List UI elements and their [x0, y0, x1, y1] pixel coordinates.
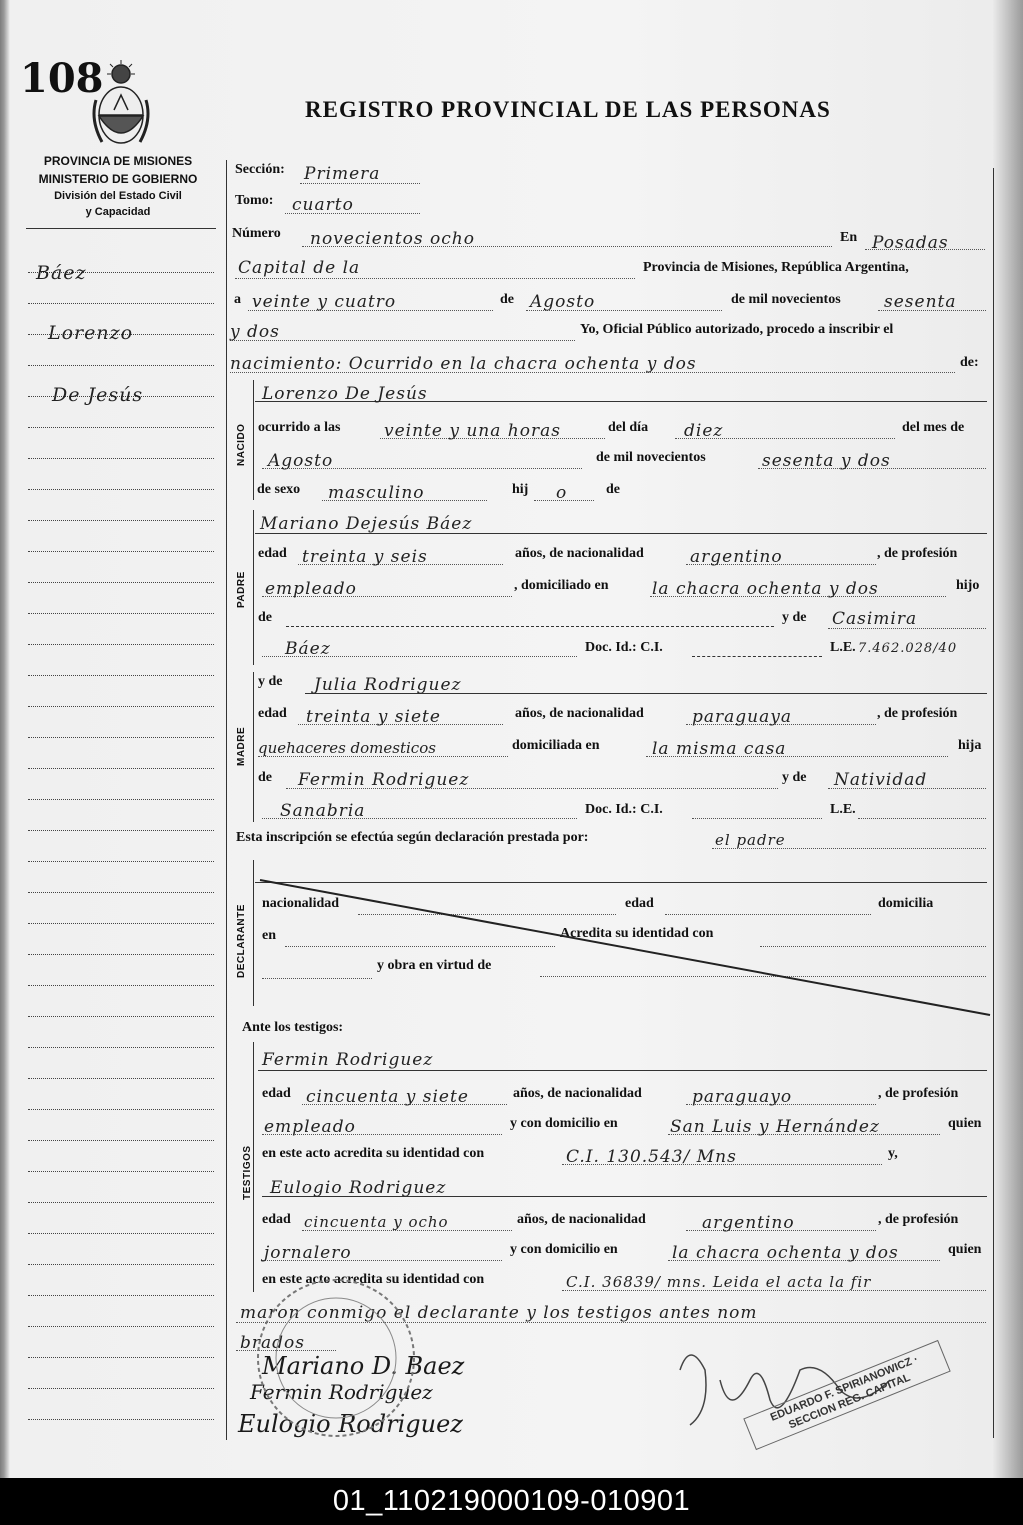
ocurrido-label: ocurrido a las	[258, 420, 341, 435]
padre-domiciliado-label: , domiciliado en	[514, 578, 609, 593]
numero-label: Número	[232, 226, 281, 241]
margin-rule-line	[28, 861, 214, 862]
margin-rule-line	[28, 768, 214, 769]
padre-profesion-label: , de profesión	[877, 546, 958, 561]
testigo1-domicilio-value: San Luis y Hernández	[670, 1117, 880, 1137]
testigo1-edad-value: cincuenta y siete	[306, 1087, 469, 1107]
signature-padre: Mariano D. Baez	[262, 1352, 465, 1380]
hij-value: o	[556, 483, 568, 503]
decl-edad-label: edad	[625, 896, 654, 911]
testigo2-edad-value: cincuenta y ocho	[304, 1213, 449, 1231]
signature-testigo2: Eulogio Rodriguez	[238, 1410, 463, 1438]
decl-nacionalidad-label: nacionalidad	[262, 896, 340, 911]
del-mes-label: del mes de	[902, 420, 965, 435]
en-label: En	[840, 230, 858, 245]
madre-domiciliada-label: domiciliada en	[512, 738, 600, 753]
signature-testigo1: Fermin Rodriguez	[250, 1380, 433, 1404]
testigo1-nacionalidad-label: años, de nacionalidad	[513, 1086, 642, 1101]
madre-domicilio-value: la misma casa	[652, 739, 787, 759]
margin-rule-line	[28, 1202, 214, 1203]
margin-rule-line	[28, 520, 214, 521]
margin-rule-line	[28, 923, 214, 924]
mil2-label: de mil novecientos	[596, 450, 706, 465]
margin-rule-line	[28, 644, 214, 645]
inscripcion-label: Esta inscripción se efectúa según declaración prestada por:	[236, 830, 589, 845]
mes-inscripcion-value: Agosto	[530, 292, 596, 312]
cierre-linea2-value: brados	[240, 1333, 305, 1353]
testigo2-nacionalidad-value: argentino	[702, 1213, 795, 1233]
margin-rule-line	[28, 1326, 214, 1327]
de2-label: de	[606, 482, 620, 497]
madre-le-label: L.E.	[830, 802, 856, 817]
declarante-cancel-line	[255, 875, 995, 1025]
margin-surname: Báez	[36, 262, 87, 284]
margin-rule-line	[28, 1295, 214, 1296]
numero-value: novecientos ocho	[310, 229, 475, 249]
madre-nacionalidad-value: paraguaya	[692, 707, 792, 727]
de-colon-label: de:	[960, 355, 979, 370]
padre-profesion-value: empleado	[265, 579, 357, 599]
madre-abuelo-value: Fermin Rodriguez	[298, 770, 470, 790]
sexo-value: masculino	[328, 483, 425, 503]
mil-label: de mil novecientos	[731, 292, 841, 307]
madre-de-label: de	[258, 770, 272, 785]
padre-edad-value: treinta y seis	[302, 547, 428, 567]
padre-edad-label: edad	[258, 546, 287, 561]
margin-rule-line	[28, 1357, 214, 1358]
testigo2-ci-value: C.I. 36839/ mns. Leida el acta la fir	[566, 1273, 872, 1291]
decl-domicilia-label: domicilia	[878, 896, 934, 911]
margin-second-name: De Jesús	[52, 384, 144, 406]
a-label: a	[234, 292, 241, 307]
madre-edad-value: treinta y siete	[306, 707, 441, 727]
madre-docid-label: Doc. Id.: C.I.	[585, 802, 663, 817]
madre-profesion-label: , de profesión	[877, 706, 958, 721]
padre-nombre-value: Mariano Dejesús Báez	[260, 514, 473, 534]
padre-nacionalidad-value: argentino	[690, 547, 783, 567]
sexo-label: de sexo	[257, 482, 301, 497]
madre-nacionalidad-label: años, de nacionalidad	[515, 706, 644, 721]
margin-rule-line	[28, 954, 214, 955]
hijo-label: hijo	[956, 578, 980, 593]
margin-rule-line	[28, 1264, 214, 1265]
testigo2-nombre-value: Eulogio Rodriguez	[270, 1178, 447, 1198]
margin-rule-line	[28, 985, 214, 986]
province-block	[18, 152, 218, 220]
margin-rule-line	[28, 551, 214, 552]
madre-nombre-value: Julia Rodriguez	[314, 675, 462, 695]
madre-section-tag: MADRE	[236, 726, 247, 766]
madre-y-de-label: y de	[258, 674, 283, 689]
document-number: 108	[20, 55, 104, 102]
padre-le-label: L.E.	[830, 640, 856, 655]
ministry-line: MINISTERIO DE GOBIERNO	[38, 172, 198, 186]
margin-rule-line	[28, 489, 214, 490]
madre-y-de2-label: y de	[782, 770, 807, 785]
margin-rule-line	[28, 1109, 214, 1110]
round-seal-stamp	[236, 1268, 436, 1438]
padre-y-de-label: y de	[782, 610, 807, 625]
testigos-section-tag: TESTIGOS	[242, 1145, 253, 1200]
decl-en-label: en	[262, 928, 276, 943]
testigo2-quien-label: quien	[948, 1242, 982, 1257]
declarante-value: el padre	[715, 831, 786, 849]
nacido-nombre-value: Lorenzo De Jesús	[262, 384, 428, 404]
testigo1-profesion-value: empleado	[264, 1117, 356, 1137]
province-line: PROVINCIA DE MISIONES	[43, 154, 193, 168]
testigo2-edad-label: edad	[262, 1212, 291, 1227]
margin-rule-line	[28, 582, 214, 583]
margin-rule-line	[28, 830, 214, 831]
margin-rule-line	[28, 427, 214, 428]
document-title: REGISTRO PROVINCIAL DE LAS PERSONAS	[305, 97, 831, 122]
division-line: División del Estado Civil	[54, 190, 182, 202]
nacido-section-tag: NACIDO	[236, 423, 247, 466]
hija-label: hija	[958, 738, 982, 753]
testigo1-y-label: y,	[888, 1146, 898, 1161]
dia-inscripcion-value: veinte y cuatro	[252, 292, 397, 312]
del-dia-label: del día	[608, 420, 649, 435]
margin-rule-line	[28, 799, 214, 800]
de-label: de	[500, 292, 514, 307]
testigo1-ci-value: C.I. 130.543/ Mns	[566, 1147, 737, 1167]
margin-rule-line	[28, 892, 214, 893]
testigo1-profesion-label: , de profesión	[878, 1086, 959, 1101]
tomo-value: cuarto	[292, 195, 354, 215]
mes-nacimiento-value: Agosto	[268, 451, 334, 471]
padre-domicilio-value: la chacra ochenta y dos	[652, 579, 879, 599]
anio-a-value: sesenta	[884, 292, 957, 312]
testigo2-acto-label: en este acto acredita su identidad con	[262, 1272, 485, 1287]
margin-rule-line	[28, 737, 214, 738]
capital-value: Capital de la	[238, 258, 361, 278]
margin-rule-line	[28, 1419, 214, 1420]
margin-rule-line	[28, 613, 214, 614]
testigo1-quien-label: quien	[948, 1116, 982, 1131]
testigo2-domicilio-value: la chacra ochenta y dos	[672, 1243, 899, 1263]
margin-given-name: Lorenzo	[48, 322, 134, 344]
capacidad-line: y Capacidad	[85, 206, 151, 218]
coat-of-arms-emblem	[88, 60, 154, 150]
margin-rule-line	[28, 1047, 214, 1048]
testigo2-domicilio-label: y con domicilio en	[510, 1242, 618, 1257]
anio-nacimiento-value: sesenta y dos	[762, 451, 891, 471]
dia-nacimiento-value: diez	[684, 421, 724, 441]
testigo1-acto-label: en este acto acredita su identidad con	[262, 1146, 485, 1161]
ante-testigos-label: Ante los testigos:	[242, 1020, 344, 1035]
cierre-linea1-value: maron conmigo el declarante y los testigos antes nom	[240, 1303, 758, 1323]
padre-abuela-apellido-value: Báez	[285, 639, 331, 659]
tomo-label: Tomo:	[235, 193, 274, 208]
margin-rule-line	[28, 1016, 214, 1017]
margin-rule-line	[28, 675, 214, 676]
testigo2-profesion-label: , de profesión	[878, 1212, 959, 1227]
image-code-footer: 01_110219000109-010901	[0, 1478, 1023, 1525]
margin-rule-line	[28, 1388, 214, 1389]
official-stamp-text: EDUARDO F. SPIRIANOWICZ · SECCION REG. CAPITAL	[768, 1353, 921, 1432]
padre-le-value: 7.462.028/40	[858, 641, 958, 656]
seccion-value: Primera	[304, 164, 381, 184]
decl-acredita-label: Acredita su identidad con	[560, 926, 714, 941]
padre-docid-label: Doc. Id.: C.I.	[585, 640, 663, 655]
madre-edad-label: edad	[258, 706, 287, 721]
declarante-section-tag: DECLARANTE	[236, 904, 247, 978]
decl-obra-label: y obra en virtud de	[377, 958, 492, 973]
margin-rule-top	[26, 228, 216, 229]
seccion-label: Sección:	[235, 162, 285, 177]
margin-rule-line	[28, 1078, 214, 1079]
testigo1-nombre-value: Fermin Rodriguez	[262, 1050, 434, 1070]
anio-b-value: y dos	[230, 322, 280, 342]
margin-rule-line	[28, 706, 214, 707]
margin-rule-line	[28, 458, 214, 459]
margin-rule-line	[28, 1140, 214, 1141]
margin-rule-line	[28, 365, 214, 366]
provincia-label: Provincia de Misiones, República Argentina,	[643, 260, 909, 275]
testigo1-domicilio-label: y con domicilio en	[510, 1116, 618, 1131]
testigo1-nacionalidad-value: paraguayo	[692, 1087, 793, 1107]
testigo1-edad-label: edad	[262, 1086, 291, 1101]
padre-abuela-value: Casimira	[832, 609, 918, 629]
margin-rule-line	[28, 1233, 214, 1234]
tipo-acta-value: nacimiento: Ocurrido en la chacra ochenta y dos	[230, 354, 697, 374]
madre-abuela-apellido-value: Sanabria	[280, 801, 366, 821]
form-frame-left	[226, 160, 227, 1440]
padre-de-label: de	[258, 610, 272, 625]
hij-label: hij	[512, 482, 529, 497]
yo-label: Yo, Oficial Público autorizado, procedo a inscribir el	[580, 322, 894, 337]
madre-profesion-value: quehaceres domesticos	[258, 739, 436, 757]
padre-nacionalidad-label: años, de nacionalidad	[515, 546, 644, 561]
margin-rule-line	[28, 303, 214, 304]
ciudad-value: Posadas	[872, 233, 949, 253]
padre-section-tag: PADRE	[236, 571, 247, 608]
margin-rule-line	[28, 1171, 214, 1172]
testigo2-profesion-value: jornalero	[264, 1243, 352, 1263]
form-frame-right	[993, 168, 994, 1438]
testigo2-nacionalidad-label: años, de nacionalidad	[517, 1212, 646, 1227]
madre-abuela-value: Natividad	[834, 770, 928, 790]
hora-value: veinte y una horas	[384, 421, 561, 441]
